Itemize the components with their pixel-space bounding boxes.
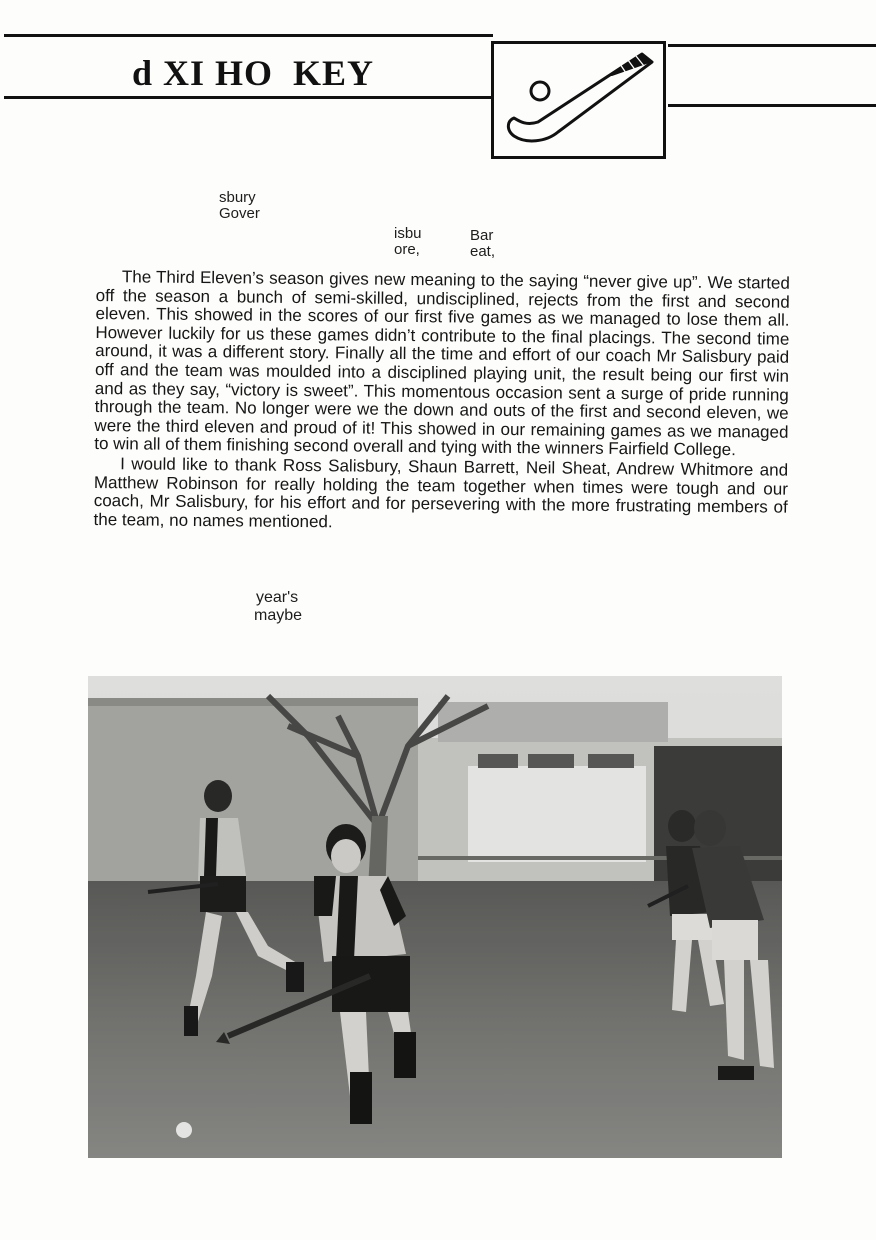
article-paragraph-1: The Third Eleven’s season gives new meaning to the saying “never give up”. We started off the season a bunch of semi-skilled, undisciplined, rejects from the first and second eleven. This showed in the scores of our first five games as we managed to lose them all. However luckily for us these games didn’t contribute to the final placings. The second time around, it was a different story. Finally all the time and effort of our coach Mr Salisbury paid off and the team was moulded into a disciplined playing unit, the result being our first win and as they say, “victory is sweet”. This momentous occasion sent a surge of pride running through the team. No longer were we the down and outs of the first and second eleven, we were the third eleven and proud of it! This showed in our remaining games as we managed to win all of them finishing second overall and tying with the winners Fairfield College.	[94, 267, 790, 460]
page-title: d XI HO KEY	[132, 53, 375, 93]
header-top-rule	[4, 34, 493, 37]
team-action-photo	[88, 676, 782, 1158]
fragment-bottom-2: maybe	[254, 607, 303, 624]
fragment-col-a-1: isbu	[394, 225, 422, 242]
header-top-rule-right	[668, 44, 876, 47]
hockey-stick-and-ball-icon	[494, 44, 664, 157]
fragment-col-b-2: eat,	[470, 243, 496, 260]
fragment-bottom-1: year's	[256, 589, 299, 606]
header-bottom-rule	[4, 96, 493, 99]
article-paragraph-2: I would like to thank Ross Salisbury, Shaun Barrett, Neil Sheat, Andrew Whitmore and Matthew Robinson for really holding the team together when times were tough and our coach, Mr Salisbury, for his effort and for persevering with the more frustrating members of the team, no names mentioned.	[93, 454, 789, 532]
fragment-col-b-1: Bar	[470, 227, 494, 244]
hockey-logo-box	[491, 41, 666, 159]
fragment-col-a-2: ore,	[394, 241, 420, 258]
article-body	[93, 268, 789, 536]
header-bottom-rule-right	[668, 104, 876, 107]
fragment-line-2: Gover	[219, 205, 260, 222]
fragment-line-1: sbury	[219, 189, 256, 206]
